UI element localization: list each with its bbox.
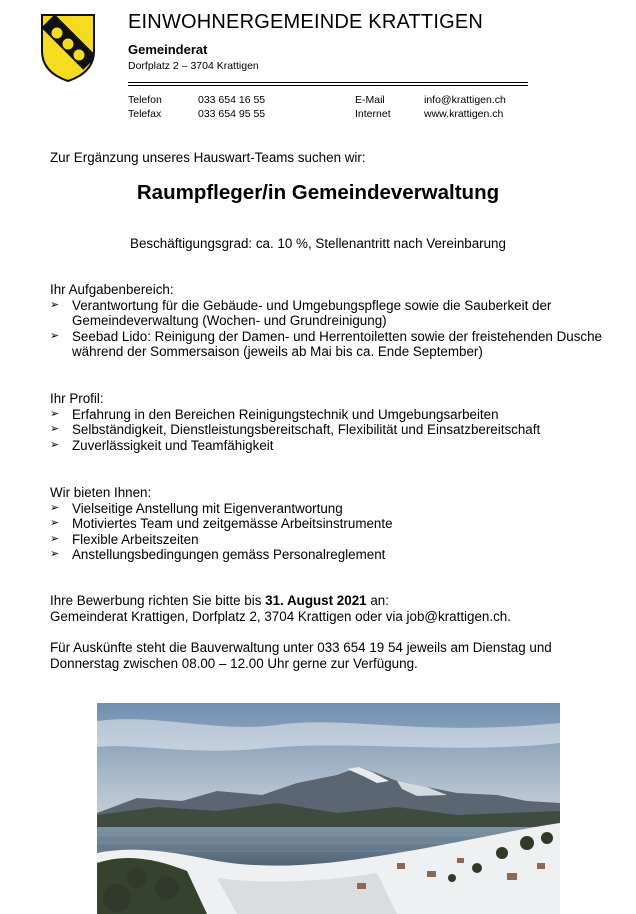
- email-label: E-Mail: [355, 94, 385, 106]
- arrow-bullet-icon: ➢: [50, 423, 60, 436]
- list-item: ➢ Motiviertes Team und zeitgemässe Arbeitsinstrumente: [50, 516, 393, 532]
- application-deadline: 31. August 2021: [265, 593, 367, 608]
- municipality-crest-logo: [40, 13, 96, 83]
- arrow-bullet-icon: ➢: [50, 407, 60, 420]
- council-name: Gemeinderat: [128, 42, 208, 57]
- list-item: ➢ Zuverlässigkeit und Teamfähigkeit: [50, 437, 274, 453]
- profile-heading: Ihr Profil:: [50, 391, 104, 406]
- list-item: ➢ Anstellungsbedingungen gemäss Personalreglement: [50, 547, 386, 563]
- header-divider: [128, 82, 528, 83]
- arrow-bullet-icon: ➢: [50, 438, 60, 451]
- list-item: ➢ Selbständigkeit, Dienstleistungsbereitschaft, Flexibilität und Einsatzbereitschaft: [50, 422, 541, 438]
- lake-mountain-photo: [97, 703, 560, 914]
- list-item: ➢ Vielseitige Anstellung mit Eigenverantwortung: [50, 500, 343, 516]
- info-line-2: Donnerstag zwischen 08.00 – 12.00 Uhr gerne zur Verfügung.: [50, 656, 418, 671]
- job-title: Raumpfleger/in Gemeindeverwaltung: [136, 181, 500, 204]
- offer-heading: Wir bieten Ihnen:: [50, 485, 152, 500]
- tasks-section: [50, 282, 632, 360]
- email-link[interactable]: info@krattigen.ch: [424, 94, 506, 106]
- tasks-heading: Ihr Aufgabenbereich:: [50, 282, 174, 297]
- web-label: Internet: [355, 108, 391, 120]
- job-subtitle: Beschäftigungsgrad: ca. 10 %, Stellenantritt nach Vereinbarung: [130, 236, 506, 251]
- list-item: ➢ Verantwortung für die Gebäude- und Umgebungspflege sowie die Sauberkeit der Gemeindeverwaltung (Wochen- und Grundreinigung): [50, 297, 552, 329]
- arrow-bullet-icon: ➢: [50, 548, 60, 561]
- council-address: Dorfplatz 2 – 3704 Krattigen: [128, 60, 259, 72]
- arrow-bullet-icon: ➢: [50, 501, 60, 514]
- arrow-bullet-icon: ➢: [50, 532, 60, 545]
- arrow-bullet-icon: ➢: [50, 329, 60, 342]
- phone-label: Telefon: [128, 94, 162, 106]
- offer-section: [50, 485, 393, 563]
- fax-value: 033 654 95 55: [198, 108, 266, 120]
- intro-text: Zur Ergänzung unseres Hauswart-Teams suchen wir:: [50, 150, 366, 165]
- info-line-1: Für Auskünfte steht die Bauverwaltung unter 033 654 19 54 jeweils am Dienstag und: [50, 640, 552, 655]
- arrow-bullet-icon: ➢: [50, 517, 60, 530]
- profile-section: [50, 391, 540, 453]
- application-line-2: Gemeinderat Krattigen, Dorfplatz 2, 3704 Krattigen oder via job@krattigen.ch.: [50, 609, 511, 624]
- list-item: ➢ Seebad Lido: Reinigung der Damen- und Herrentoiletten sowie der freistehenden Dusche während der Sommersaison (jeweils ab Mai bis ca. Ende September): [50, 328, 603, 360]
- list-item: ➢ Erfahrung in den Bereichen Reinigungstechnik und Umgebungsarbeiten: [50, 406, 499, 422]
- arrow-bullet-icon: ➢: [50, 298, 60, 311]
- web-link[interactable]: www.krattigen.ch: [424, 108, 504, 120]
- header-divider-second: [128, 85, 528, 86]
- list-item: ➢ Flexible Arbeitszeiten: [50, 531, 199, 547]
- phone-value: 033 654 16 55: [198, 94, 266, 106]
- fax-label: Telefax: [128, 108, 162, 120]
- application-line-1: Ihre Bewerbung richten Sie bitte bis 31. August 2021 an:: [50, 593, 389, 608]
- org-name: EINWOHNERGEMEINDE KRATTIGEN: [128, 11, 484, 33]
